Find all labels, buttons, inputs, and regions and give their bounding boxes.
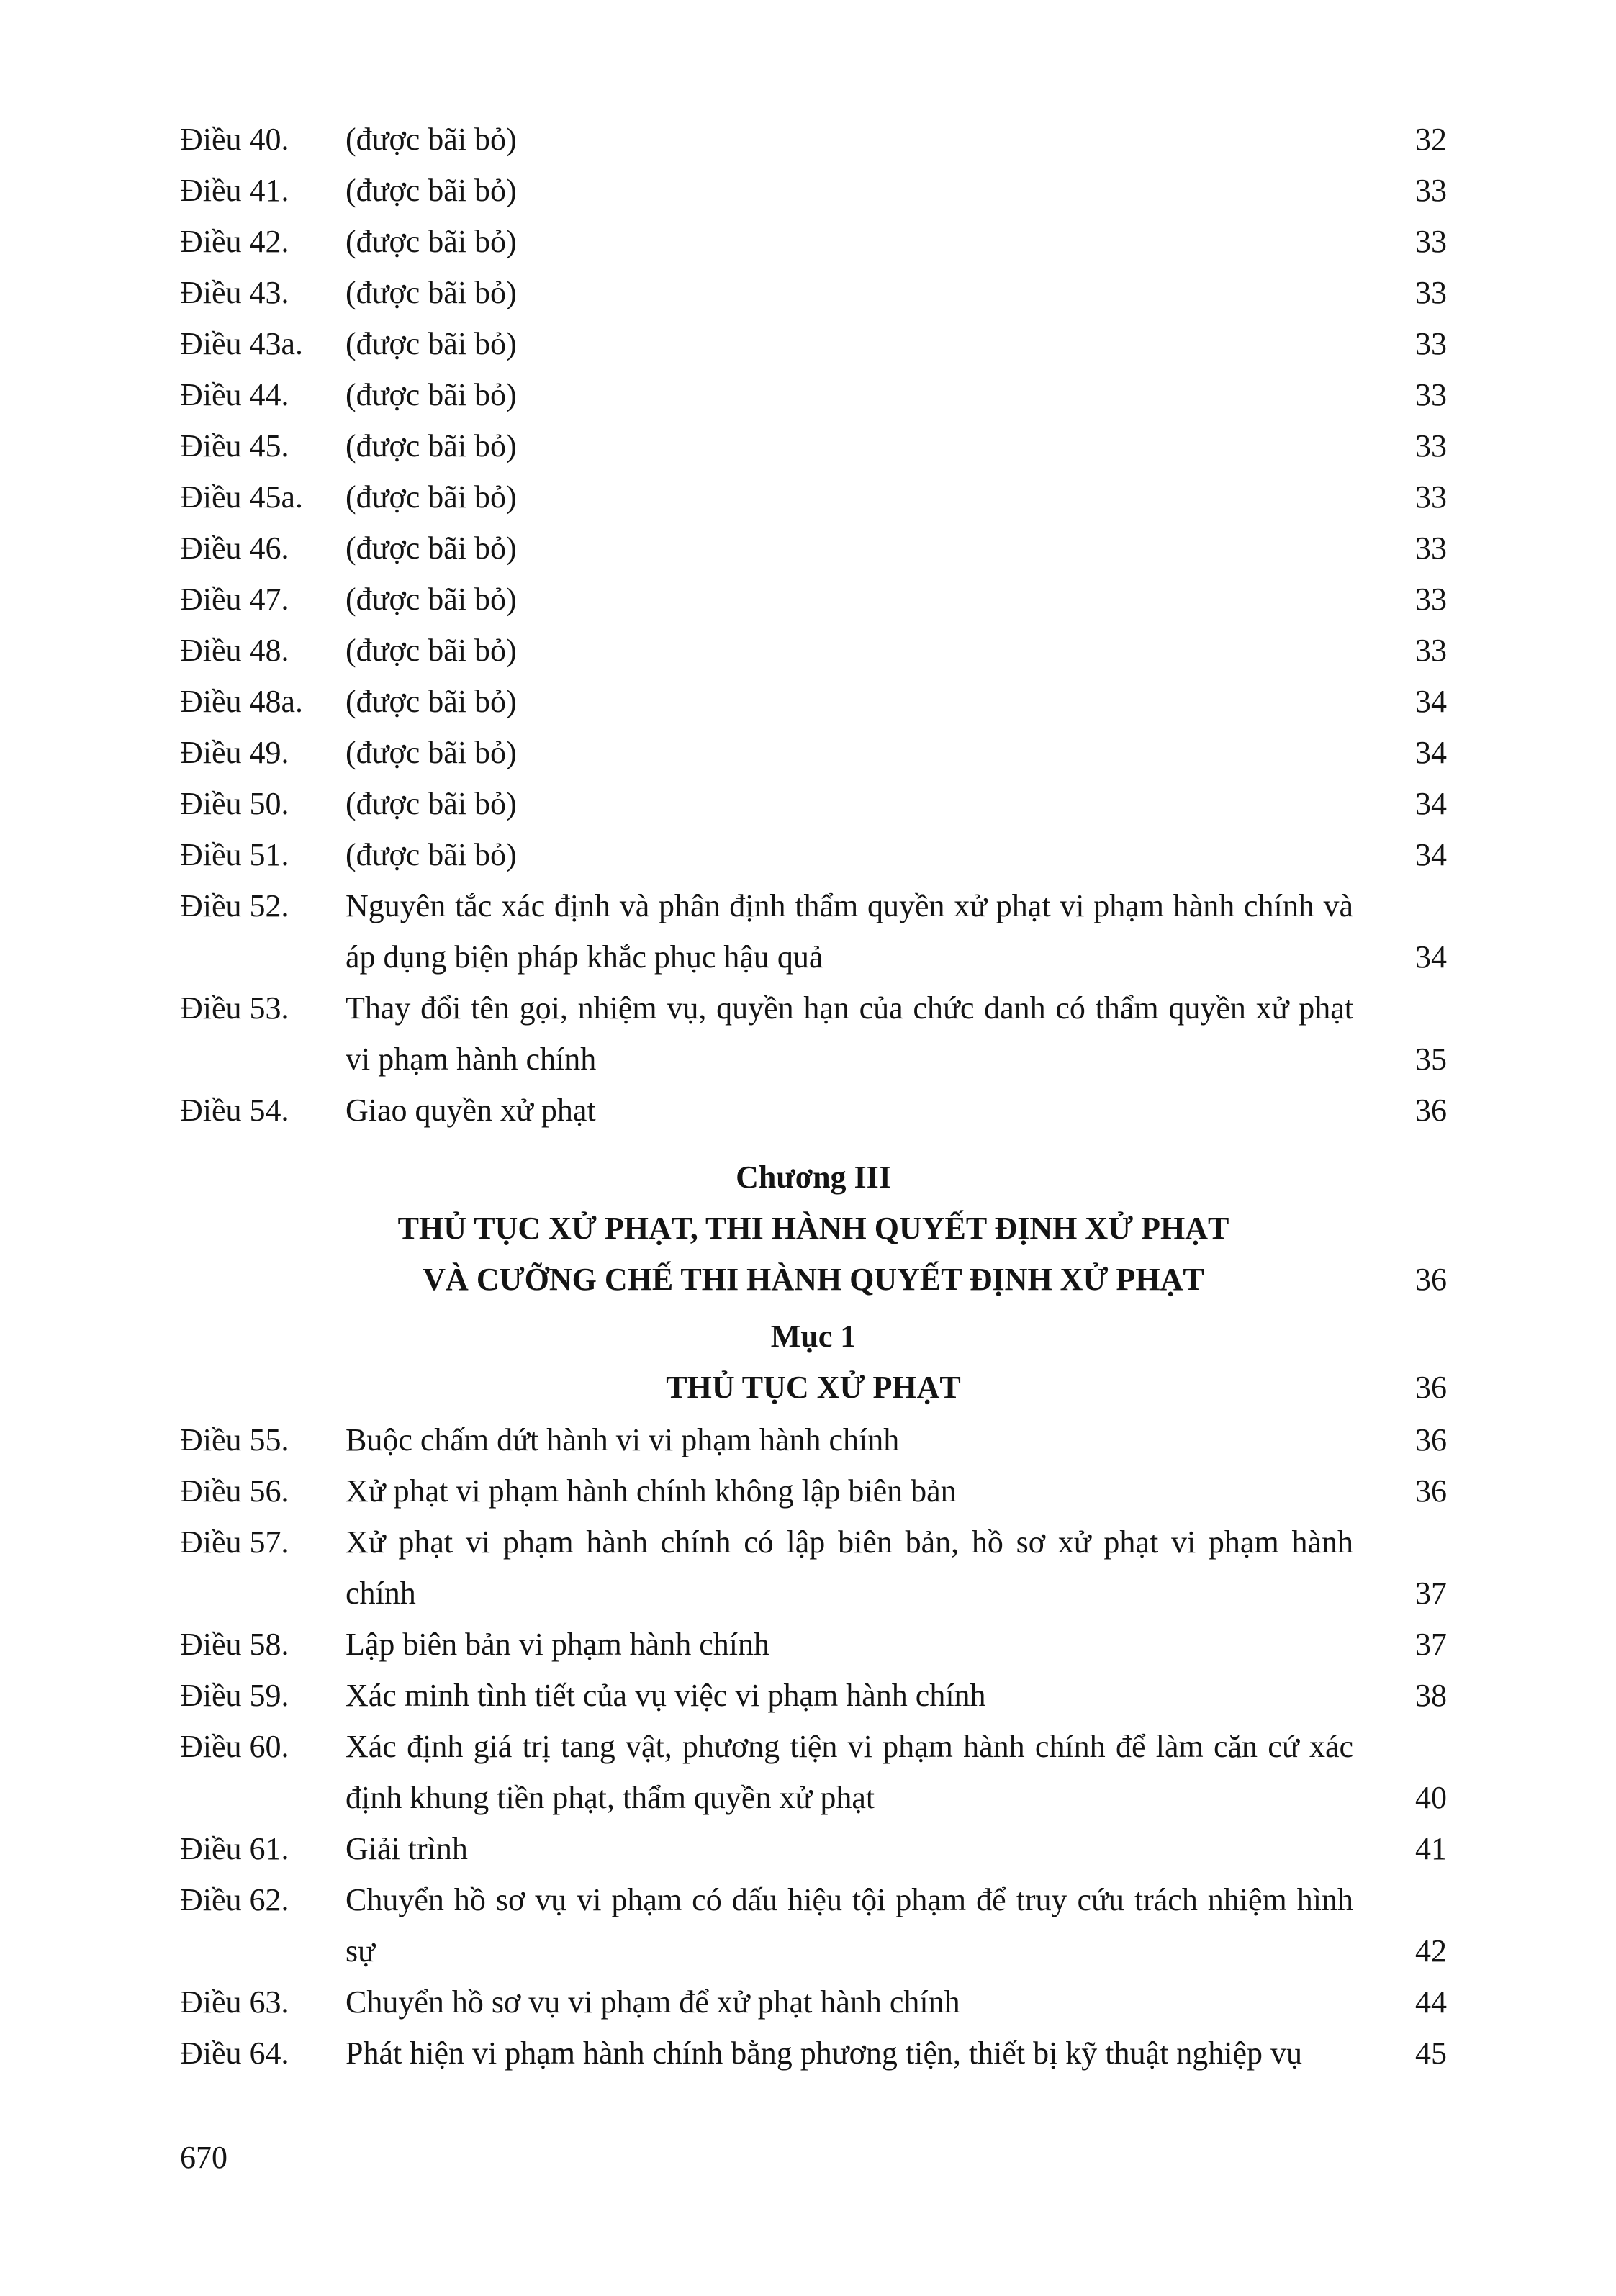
toc-entry-page-number: 33: [1415, 377, 1447, 412]
toc-entry-title: (được bãi bỏ): [346, 377, 517, 412]
toc-entry-page-number: 36: [1415, 1093, 1447, 1128]
toc-entry: [180, 574, 1447, 625]
toc-entry-page-number: 41: [1415, 1831, 1447, 1866]
toc-entry-article-label: Điều 41.: [180, 173, 289, 208]
toc-entry-article-label: Điều 51.: [180, 837, 289, 872]
toc-entry-title: (được bãi bỏ): [346, 275, 517, 310]
toc-entry-title: (được bãi bỏ): [346, 224, 517, 259]
toc-entry-article-label: Điều 46.: [180, 530, 289, 566]
toc-entry-page-number: 34: [1415, 786, 1447, 821]
toc-entry-title: Giao quyền xử phạt: [346, 1093, 596, 1128]
toc-entry-article-label: Điều 58.: [180, 1627, 289, 1662]
toc-entry: [180, 318, 1447, 369]
toc-entry-article-label: Điều 45a.: [180, 479, 304, 515]
toc-entry-title: Buộc chấm dứt hành vi vi phạm hành chính: [346, 1422, 900, 1457]
toc-entry-page-number: 34: [1415, 939, 1447, 975]
toc-entry-article-label: Điều 40.: [180, 122, 289, 157]
toc-entry-article-label: Điều 45.: [180, 428, 289, 464]
toc-entry: [180, 880, 1447, 982]
toc-entry-title: (được bãi bỏ): [346, 735, 517, 770]
toc-entry: [180, 625, 1447, 676]
chapter-title-line-1: THỦ TỤC XỬ PHẠT, THI HÀNH QUYẾT ĐỊNH XỬ PHẠT: [397, 1211, 1229, 1246]
toc-entry: [180, 1517, 1447, 1619]
toc-entry-title: (được bãi bỏ): [346, 582, 517, 617]
toc-entry-title: Phát hiện vi phạm hành chính bằng phương tiện, thiết bị kỹ thuật nghiệp vụ: [346, 2035, 1303, 2071]
toc-entry-article-label: Điều 42.: [180, 224, 289, 259]
toc-entry-title: Chuyển hồ sơ vụ vi phạm có dấu hiệu tội phạm để truy cứu trách nhiệm hình sự: [346, 1882, 1353, 1969]
toc-entry-page-number: 35: [1415, 1041, 1447, 1077]
toc-entry-page-number: 33: [1415, 479, 1447, 515]
toc-entry-article-label: Điều 53.: [180, 990, 289, 1026]
toc-entry-title: Chuyển hồ sơ vụ vi phạm để xử phạt hành chính: [346, 1984, 960, 2020]
toc-section-heading: [180, 1311, 1447, 1413]
toc-entry: [180, 1874, 1447, 1976]
toc-entry: [180, 1976, 1447, 2028]
toc-entry: [180, 216, 1447, 267]
toc-entry: [180, 982, 1447, 1085]
section-kicker: Mục 1: [770, 1319, 857, 1354]
toc-entry-article-label: Điều 44.: [180, 377, 289, 412]
toc-entry-title: Lập biên bản vi phạm hành chính: [346, 1627, 769, 1662]
toc-entry-article-label: Điều 59.: [180, 1678, 289, 1713]
toc-entry: [180, 523, 1447, 574]
toc-entry: [180, 778, 1447, 829]
toc-entry-page-number: 33: [1415, 428, 1447, 464]
toc-entry-page-number: 34: [1415, 735, 1447, 770]
toc-entry-title: (được bãi bỏ): [346, 173, 517, 208]
section-page-number: 36: [1415, 1370, 1447, 1405]
toc-entry-article-label: Điều 61.: [180, 1831, 289, 1866]
toc-entry-article-label: Điều 55.: [180, 1422, 289, 1457]
toc-entry-title: (được bãi bỏ): [346, 530, 517, 566]
toc-entry-title: (được bãi bỏ): [346, 633, 517, 668]
toc-entry-article-label: Điều 56.: [180, 1473, 289, 1509]
toc-entry-article-label: Điều 57.: [180, 1524, 289, 1560]
toc-entry-title: (được bãi bỏ): [346, 122, 517, 157]
toc-entry-article-label: Điều 60.: [180, 1729, 289, 1764]
chapter-title-line-2: VÀ CƯỠNG CHẾ THI HÀNH QUYẾT ĐỊNH XỬ PHẠT: [423, 1262, 1204, 1297]
toc-entry-article-label: Điều 52.: [180, 888, 289, 923]
toc-entry: [180, 114, 1447, 165]
toc-entry: [180, 1619, 1447, 1670]
chapter-title-line-2-row: [180, 1254, 1447, 1305]
toc-entry: [180, 1085, 1447, 1136]
toc-chapter-heading: [180, 1152, 1447, 1305]
toc-entry-page-number: 34: [1415, 684, 1447, 719]
page-footer: [180, 2132, 227, 2183]
toc-entry-title: (được bãi bỏ): [346, 786, 517, 821]
toc-entry: [180, 420, 1447, 471]
toc-entry: [180, 676, 1447, 727]
toc-entry-page-number: 36: [1415, 1422, 1447, 1457]
toc-entry: [180, 1670, 1447, 1721]
toc-entry-title: Thay đổi tên gọi, nhiệm vụ, quyền hạn của chức danh có thẩm quyền xử phạt vi phạm hành chính: [346, 990, 1353, 1077]
toc-entry-article-label: Điều 64.: [180, 2035, 289, 2071]
toc-entry: [180, 2028, 1447, 2079]
toc-entry-article-label: Điều 50.: [180, 786, 289, 821]
toc-entry-page-number: 42: [1415, 1933, 1447, 1969]
toc-entry-title: (được bãi bỏ): [346, 837, 517, 872]
toc-entry-article-label: Điều 49.: [180, 735, 289, 770]
toc-entry-article-label: Điều 54.: [180, 1093, 289, 1128]
toc-entry-title: (được bãi bỏ): [346, 479, 517, 515]
table-of-contents: [180, 114, 1447, 2079]
toc-entry-title: Xử phạt vi phạm hành chính có lập biên bản, hồ sơ xử phạt vi phạm hành chính: [346, 1524, 1353, 1611]
folio-page-number: 670: [180, 2140, 227, 2175]
toc-entry-page-number: 37: [1415, 1627, 1447, 1662]
toc-entry: [180, 165, 1447, 216]
toc-entry-page-number: 32: [1415, 122, 1447, 157]
toc-entry-page-number: 33: [1415, 326, 1447, 361]
toc-entry-page-number: 34: [1415, 837, 1447, 872]
toc-entry-page-number: 40: [1415, 1780, 1447, 1815]
toc-entry-page-number: 33: [1415, 275, 1447, 310]
section-title-row: [180, 1362, 1447, 1413]
toc-entry-article-label: Điều 47.: [180, 582, 289, 617]
toc-entry-page-number: 36: [1415, 1473, 1447, 1509]
toc-entry-title: Xác định giá trị tang vật, phương tiện vi phạm hành chính để làm căn cứ xác định khung tiền phạt, thẩm quyền xử phạt: [346, 1729, 1353, 1815]
toc-entry: [180, 1823, 1447, 1874]
toc-entry-page-number: 33: [1415, 224, 1447, 259]
toc-entry: [180, 1465, 1447, 1517]
toc-entry-page-number: 38: [1415, 1678, 1447, 1713]
toc-entry-article-label: Điều 63.: [180, 1984, 289, 2020]
toc-entry: [180, 471, 1447, 523]
toc-entry-article-label: Điều 43.: [180, 275, 289, 310]
toc-entry-page-number: 45: [1415, 2035, 1447, 2071]
chapter-page-number: 36: [1415, 1262, 1447, 1297]
toc-entry-title: (được bãi bỏ): [346, 428, 517, 464]
toc-entry-article-label: Điều 48.: [180, 633, 289, 668]
toc-entry-page-number: 33: [1415, 173, 1447, 208]
toc-entry-title: (được bãi bỏ): [346, 684, 517, 719]
toc-entry: [180, 369, 1447, 420]
toc-entry: [180, 1414, 1447, 1465]
toc-entry-page-number: 44: [1415, 1984, 1447, 2020]
toc-entry-page-number: 37: [1415, 1576, 1447, 1611]
chapter-kicker: Chương III: [736, 1160, 891, 1195]
section-title: THỦ TỤC XỬ PHẠT: [666, 1370, 961, 1405]
toc-entry: [180, 727, 1447, 778]
toc-entry-article-label: Điều 48a.: [180, 684, 304, 719]
toc-entry-page-number: 33: [1415, 633, 1447, 668]
toc-entry-title: Nguyên tắc xác định và phân định thẩm quyền xử phạt vi phạm hành chính và áp dụng biện pháp khắc phục hậu quả: [346, 888, 1353, 975]
toc-entry-article-label: Điều 62.: [180, 1882, 289, 1917]
toc-entry-page-number: 33: [1415, 530, 1447, 566]
toc-entry-title: (được bãi bỏ): [346, 326, 517, 361]
toc-entry-title: Giải trình: [346, 1831, 468, 1866]
toc-entry-title: Xử phạt vi phạm hành chính không lập biên bản: [346, 1473, 957, 1509]
toc-entry: [180, 267, 1447, 318]
toc-entry-page-number: 33: [1415, 582, 1447, 617]
toc-entry-title: Xác minh tình tiết của vụ việc vi phạm hành chính: [346, 1678, 986, 1713]
toc-entry: [180, 1721, 1447, 1823]
toc-entry-article-label: Điều 43a.: [180, 326, 304, 361]
toc-entry: [180, 829, 1447, 880]
